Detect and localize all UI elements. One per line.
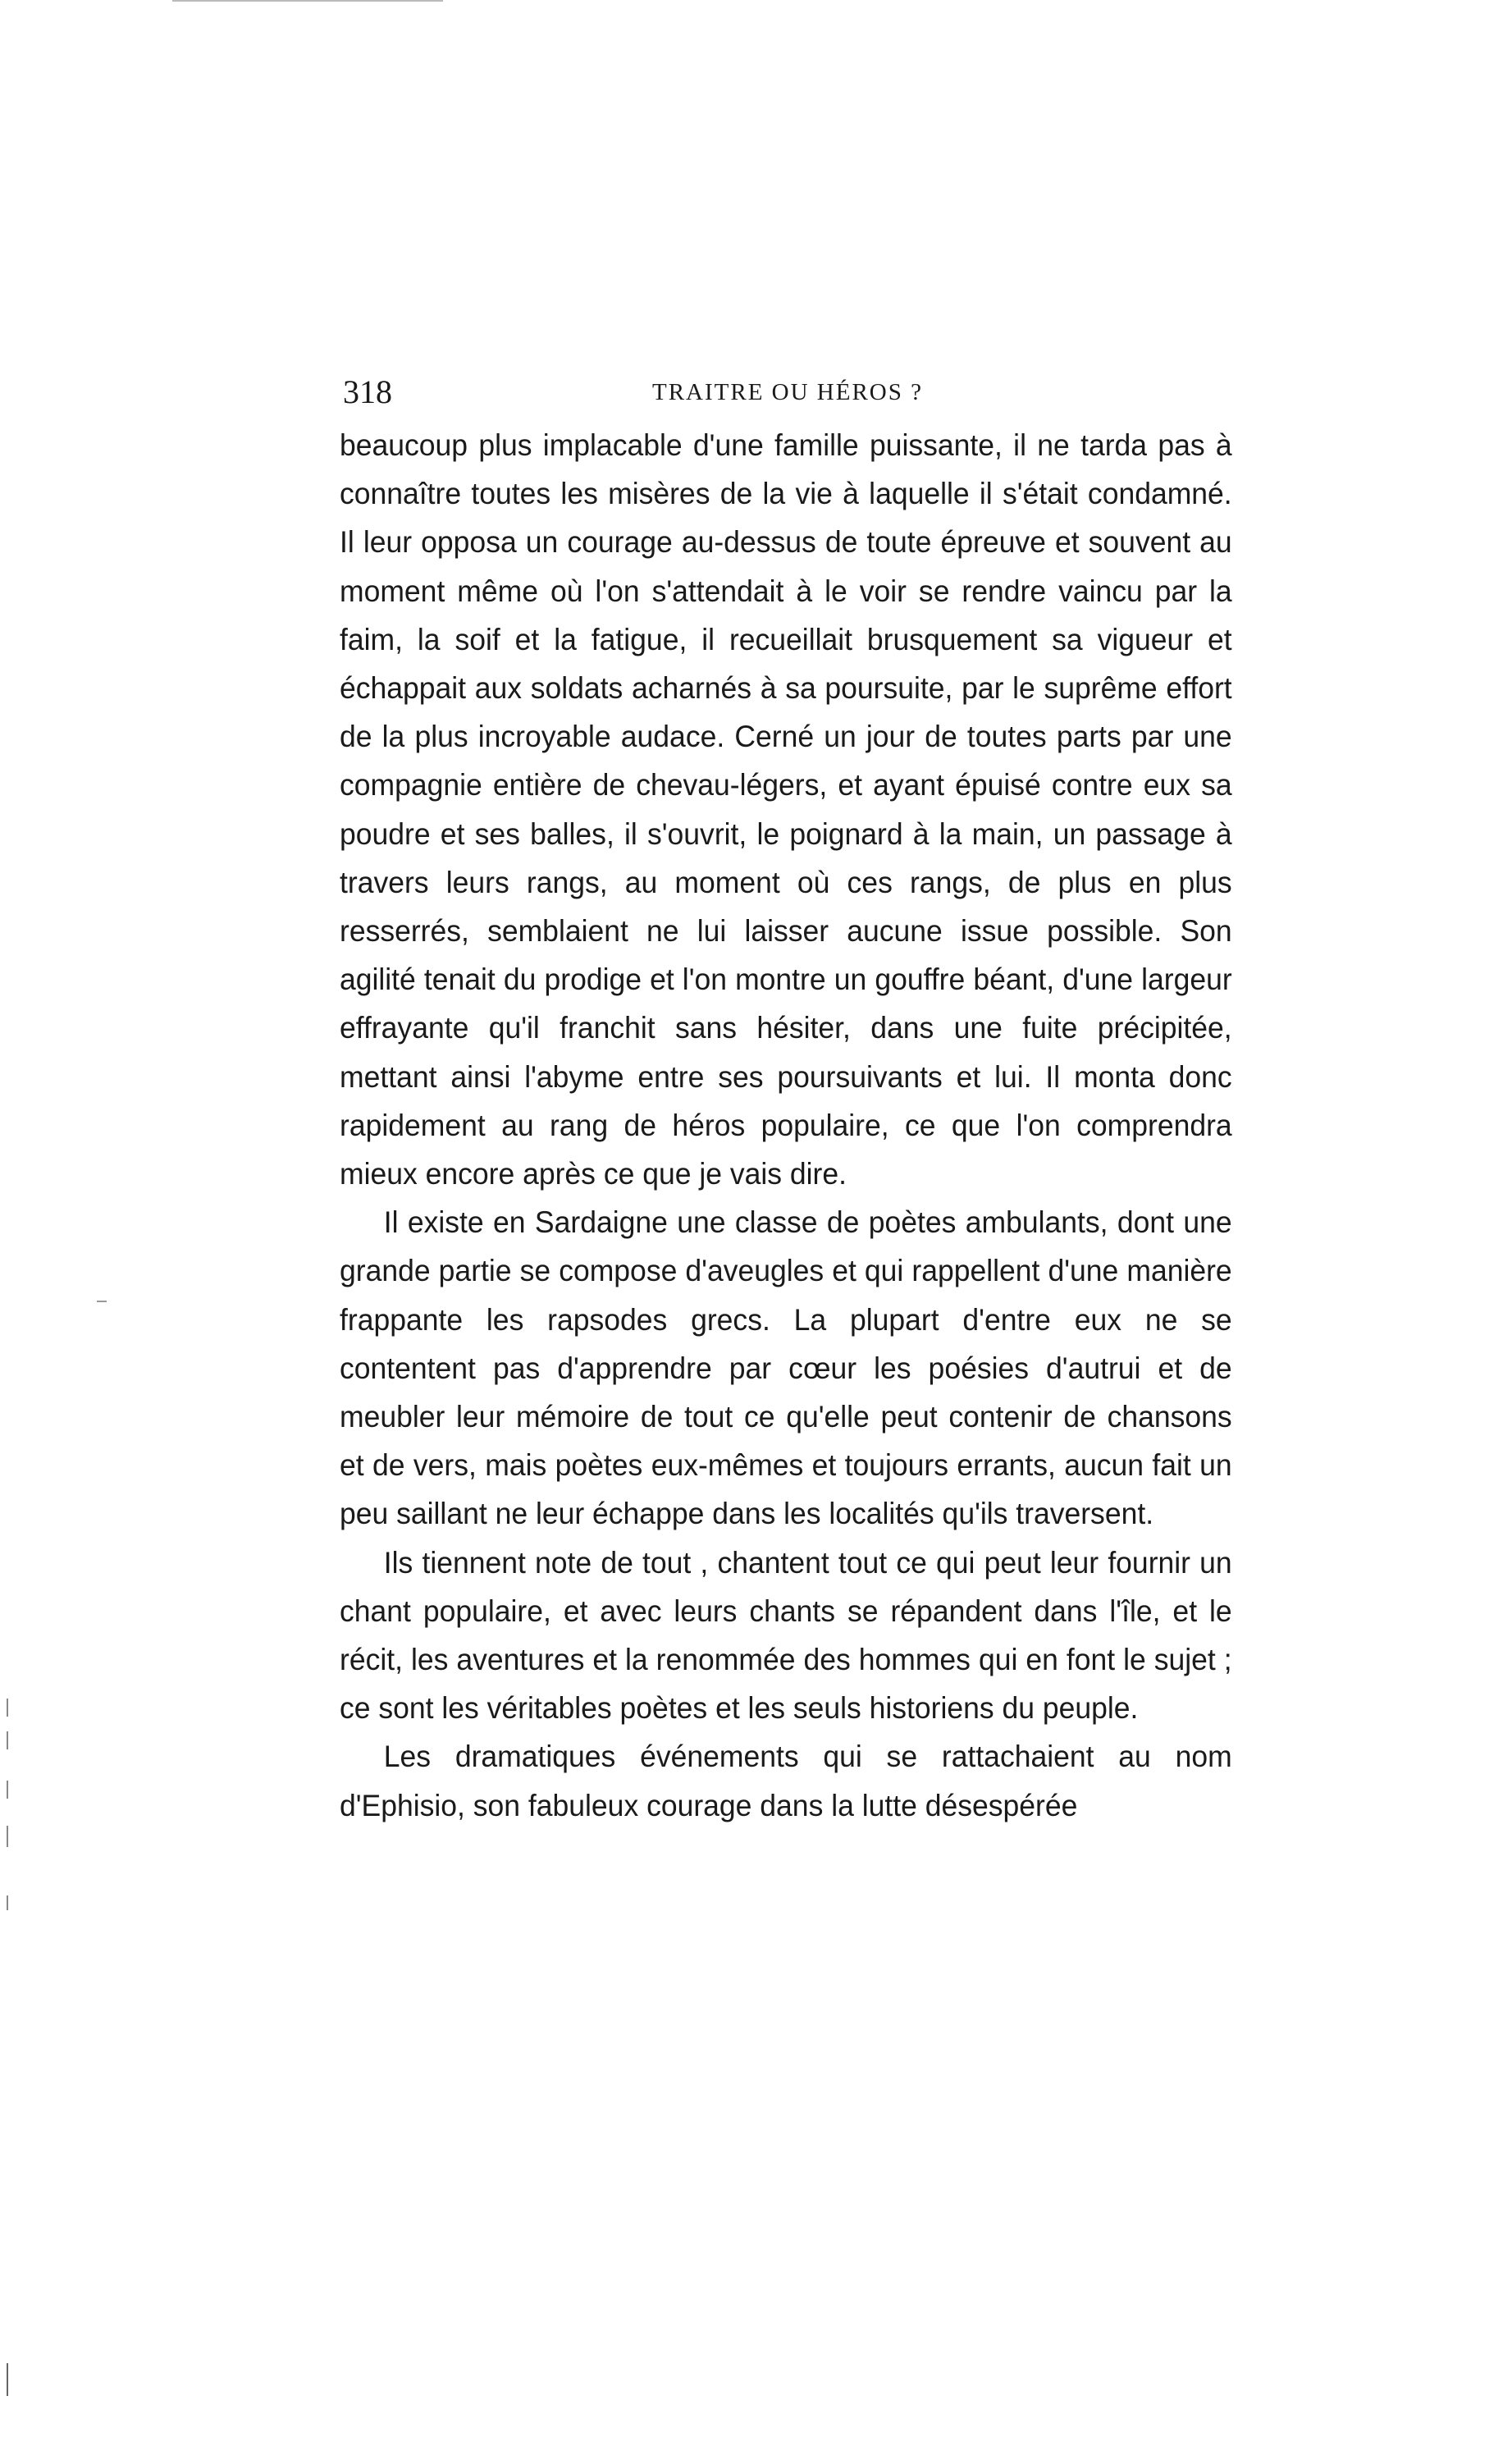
paragraph-4: Les dramatiques événements qui se rattachaient au nom d'Ephisio, son fabuleux courage dans la lutte désespérée (340, 1740, 1232, 1822)
page-number: 318 (343, 373, 392, 410)
scan-mark-left-3 (7, 1781, 8, 1799)
body-text (340, 421, 1232, 1830)
scan-mark-left-6 (7, 2363, 8, 2396)
scan-mark-left-1 (7, 1699, 8, 1717)
scan-dot-left (97, 1301, 107, 1302)
scan-mark-left-2 (7, 1731, 8, 1749)
scan-mark-left-5 (7, 1895, 8, 1910)
paragraph-3: Ils tiennent note de tout , chantent tout ce qui peut leur fournir un chant populaire, et avec leurs chants se répandent dans l'île, et le récit, les aventures et la renommée des hommes qui en font le sujet ; ce sont les véritables poètes et les seuls historiens du peuple. (340, 1545, 1232, 1726)
running-head (343, 368, 1232, 417)
scan-mark-left-4 (7, 1826, 8, 1847)
paragraph-2: Il existe en Sardaigne une classe de poètes ambulants, dont une grande partie se compose d'aveugles et qui rappellent d'une manière frappante les rapsodes grecs. La plupart d'entre eux ne se contentent pas d'apprendre par cœur les poésies d'autrui et de meubler leur mémoire de tout ce qu'elle peut contenir de chansons et de vers, mais poètes eux-mêmes et toujours errants, aucun fait un peu saillant ne leur échappe dans les localités qu'ils traversent. (340, 1205, 1232, 1531)
scan-mark-top (172, 0, 443, 2)
running-title: TRAITRE OU HÉROS ? (651, 379, 923, 405)
paragraph-1: beaucoup plus implacable d'une famille puissante, il ne tarda pas à connaître toutes les misères de la vie à laquelle il s'était condamné. Il leur opposa un courage au-dessus de toute épreuve et souvent au moment même où l'on s'attendait à le voir se rendre vaincu par la faim, la soif et la fatigue, il recueillait brusquement sa vigueur et échappait aux soldats acharnés à sa poursuite, par le suprême effort de la plus incroyable audace. Cerné un jour de toutes parts par une compagnie entière de chevau-légers, et ayant épuisé contre eux sa poudre et ses balles, il s'ouvrit, le poignard à la main, un passage à travers leurs rangs, au moment où ces rangs, de plus en plus resserrés, semblaient ne lui laisser aucune issue possible. Son agilité tenait du prodige et l'on montre un gouffre béant, d'une largeur effrayante qu'il franchit sans hésiter, dans une fuite précipitée, mettant ainsi l'abyme entre ses poursuivants et lui. Il monta donc rapidement au rang de héros populaire, ce que l'on comprendra mieux encore après ce que je vais dire. (340, 428, 1232, 1191)
